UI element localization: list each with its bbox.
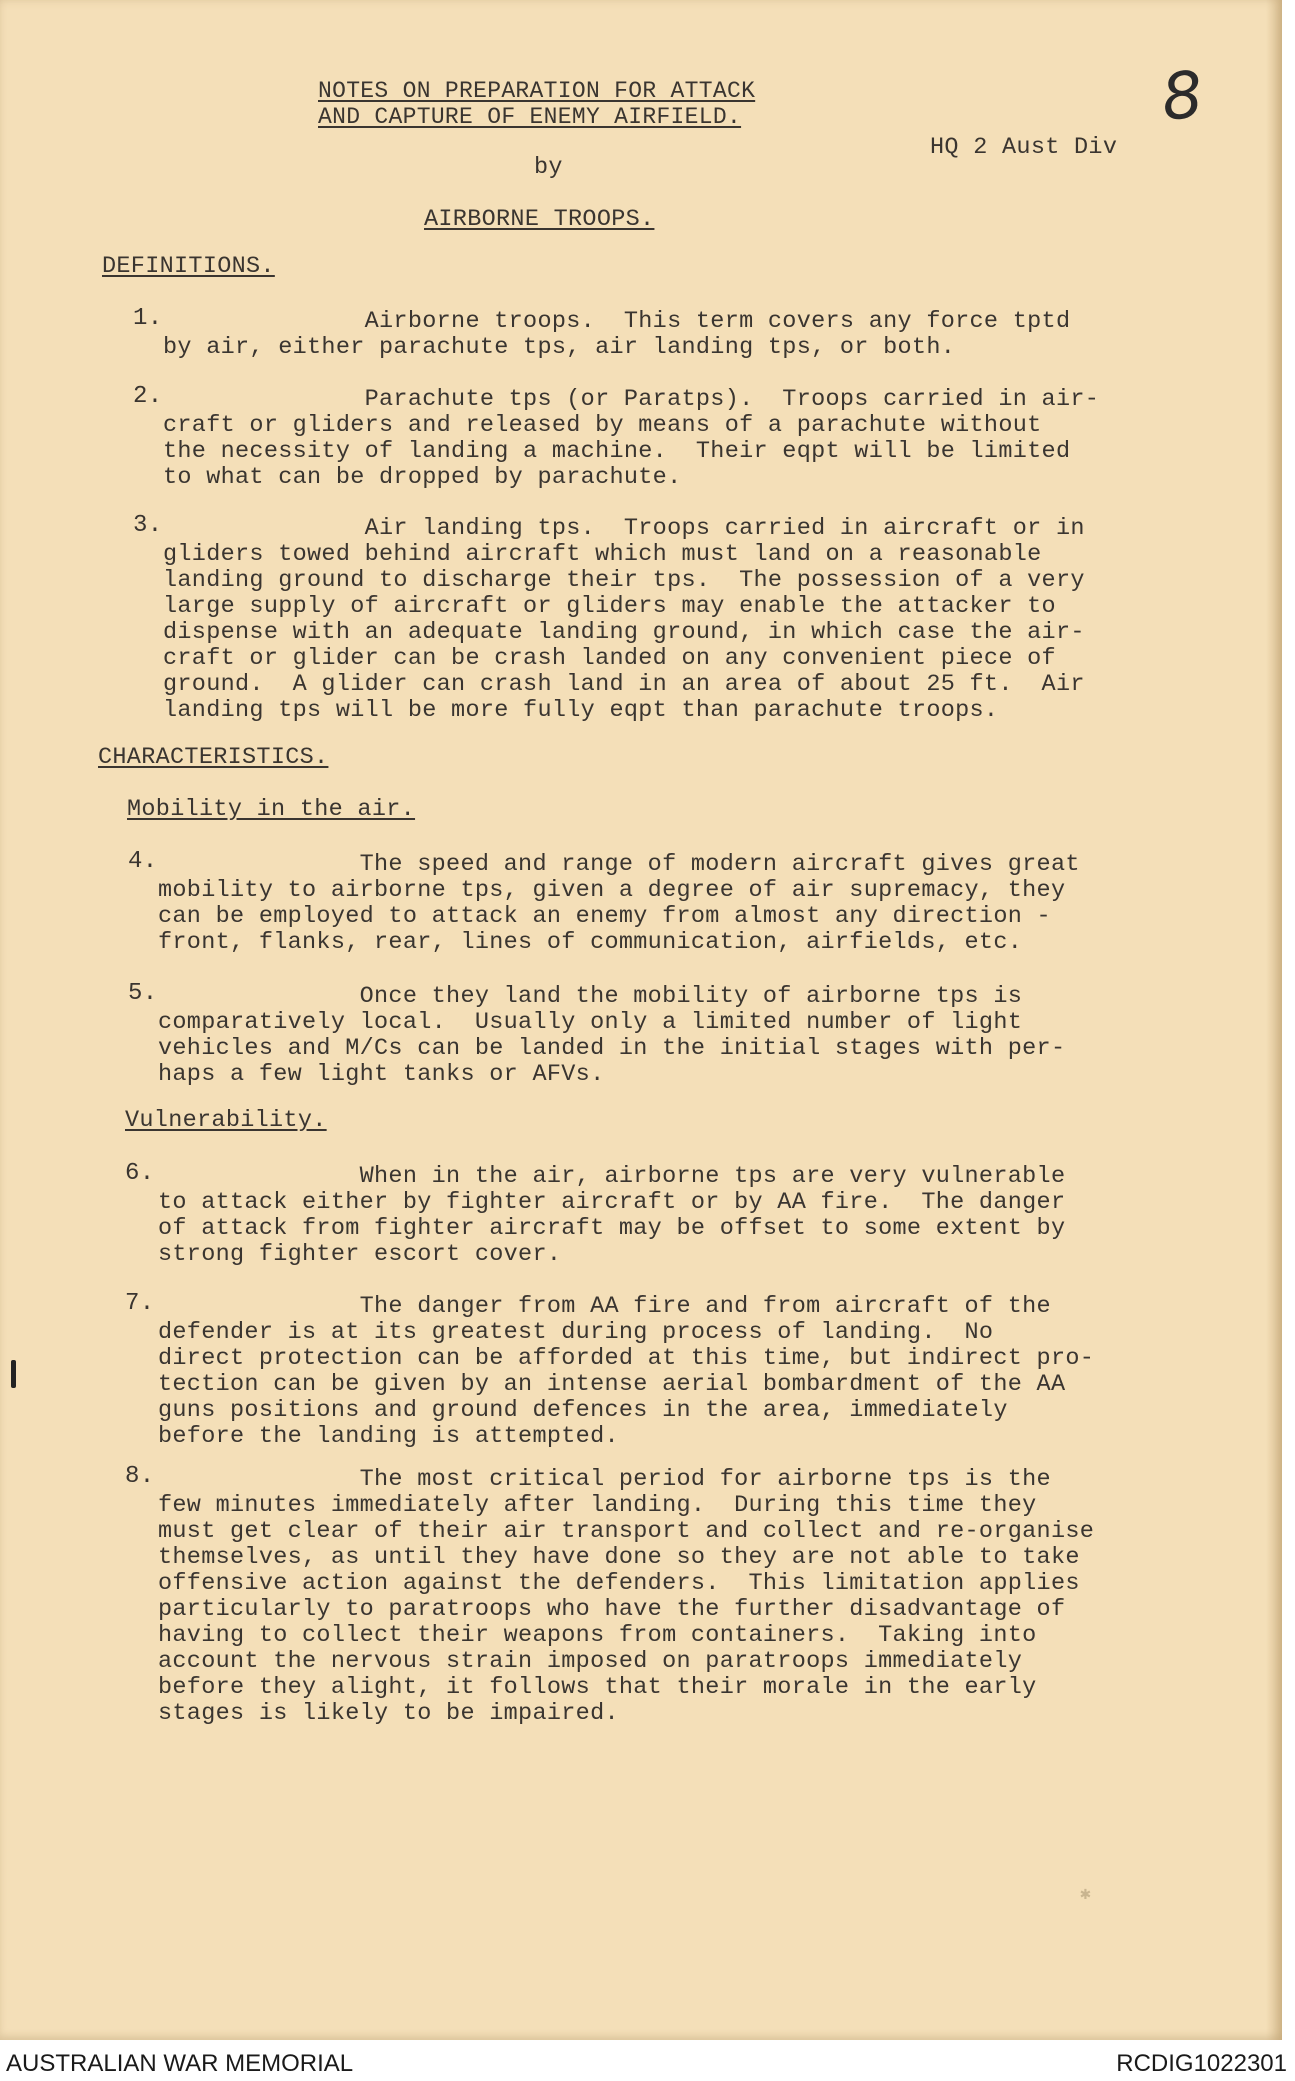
- paragraph-number-3: 3.: [133, 512, 163, 539]
- paragraph-2: Parachute tps (or Paratps). Troops carried in air- craft or gliders and released by means of a parachute without the necessity of landing a machine. Their eqpt will be limited to what can be dropped by parachute.: [163, 386, 1100, 491]
- paragraph-7: The danger from AA fire and from aircraft of the defender is at its greatest during process of landing. No direct protection can be afforded at this time, but indirect pro- tection can be given by an intense aerial bombardment of the AA guns positions and ground defences in the area, immediately before the landing is attempted.: [158, 1293, 1095, 1450]
- title-line-2: AND CAPTURE OF ENEMY AIRFIELD.: [318, 104, 742, 130]
- page-number: 8: [1158, 58, 1207, 136]
- paragraph-number-2: 2.: [133, 383, 163, 410]
- paragraph-number-5: 5.: [128, 980, 158, 1007]
- paragraph-6: When in the air, airborne tps are very vulnerable to attack either by fighter aircraft or by AA fire. The danger of attack from fighter aircraft may be offset to some extent by strong fighter escort cover.: [158, 1163, 1066, 1268]
- title-subject: AIRBORNE TROOPS.: [424, 206, 655, 233]
- subsection-mobility: Mobility in the air.: [127, 796, 416, 823]
- paragraph-number-6: 6.: [125, 1160, 155, 1187]
- section-characteristics: CHARACTERISTICS.: [98, 744, 329, 771]
- paragraph-1: Airborne troops. This term covers any force tptd by air, either parachute tps, air landing tps, or both.: [163, 308, 1071, 361]
- paper-blemish: ✱: [1080, 1885, 1091, 1905]
- subsection-vulnerability: Vulnerability.: [125, 1107, 327, 1134]
- title-line-1: NOTES ON PREPARATION FOR ATTACK: [318, 78, 756, 104]
- hq-reference: HQ 2 Aust Div: [930, 134, 1118, 161]
- footer-archive-name: AUSTRALIAN WAR MEMORIAL: [6, 2050, 354, 2077]
- paragraph-number-7: 7.: [125, 1290, 155, 1317]
- footer-record-id: RCDIG1022301: [1116, 2050, 1287, 2077]
- paragraph-8: The most critical period for airborne tps is the few minutes immediately after landing. During this time they must get clear of their air transport and collect and re-organise themselves, as until they have done so they are not able to take offensive action against the defenders. This limitation applies particularly to paratroops who have the further disadvantage of having to collect their weapons from containers. Taking into account the nervous strain imposed on paratroops immediately before they alight, it follows that their morale in the early stages is likely to be impaired.: [158, 1466, 1095, 1727]
- punch-hole-mark: [11, 1360, 16, 1388]
- title-by: by: [534, 154, 563, 181]
- paragraph-number-4: 4.: [128, 848, 158, 875]
- section-definitions: DEFINITIONS.: [102, 253, 275, 280]
- paragraph-number-8: 8.: [125, 1463, 155, 1490]
- paragraph-number-1: 1.: [133, 305, 163, 332]
- paragraph-4: The speed and range of modern aircraft gives great mobility to airborne tps, given a degree of air supremacy, they can be employed to attack an enemy from almost any direction - front, flanks, rear, lines of communication, airfields, etc.: [158, 851, 1080, 956]
- paragraph-5: Once they land the mobility of airborne tps is comparatively local. Usually only a limited number of light vehicles and M/Cs can be landed in the initial stages with per- haps a few light tanks or AFVs.: [158, 983, 1066, 1088]
- paragraph-3: Air landing tps. Troops carried in aircraft or in gliders towed behind aircraft which must land on a reasonable landing ground to discharge their tps. The possession of a very large supply of aircraft or gliders may enable the attacker to dispense with an adequate landing ground, in which case the air- craft or glider can be crash landed on any convenient piece of ground. A glider can crash land in an area of about 25 ft. Air landing tps will be more fully eqpt than parachute troops.: [163, 515, 1085, 724]
